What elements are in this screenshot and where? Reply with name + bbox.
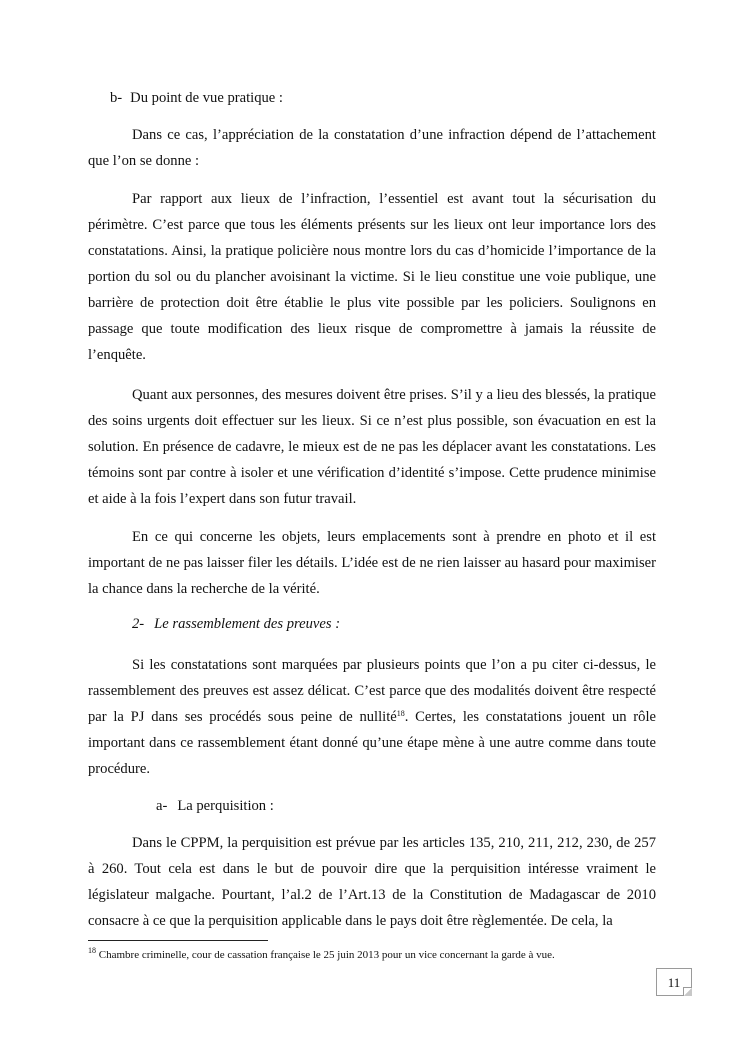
paragraph-text: . Certes, les constatations jouent un rôle important dans ce rassemblement étant donné qu’une étape mène à une autre comme dans toute procédure.	[88, 709, 656, 777]
section-heading-b	[110, 88, 678, 108]
heading-marker: b-	[110, 90, 123, 106]
paragraph-perquisition: Dans le CPPM, la perquisition est prévue par les articles 135, 210, 211, 212, 230, de 257 à 260. Tout cela est dans le but de pouvoir dire que la perquisition intéresse vraiment le législateur malgache. Pourtant, l’al.2 de l’Art.13 de la Constitution de Madagascar de 2010 consacre à ce que la perquisition applicable dans le pays doit être règlementée. De cela, la	[88, 835, 656, 929]
heading-marker: a-	[156, 798, 168, 814]
paragraph-lieux: Par rapport aux lieux de l’infraction, l’essentiel est avant tout la sécurisation du périmètre. C’est parce que tous les éléments présents sur les lieux ont leur importance lors des constatations. Ainsi, la pratique policière nous montre lors du cas d’homicide l’importance de la portion du sol ou du plancher avoisinant la victime. Si le lieu constitue une voie publique, une barrière de protection doit être établie le plus vite possible par les policiers. Soulignons en passage que toute modification des lieux risque de compromettre à jamais la réussite de l’enquête.	[88, 191, 656, 363]
footnote	[88, 948, 555, 962]
heading-text: Du point de vue pratique :	[130, 90, 283, 106]
footnote-text: Chambre criminelle, cour de cassation française le 25 juin 2013 pour un vice concernant la garde à vue.	[98, 949, 555, 961]
footnote-reference: 18	[396, 709, 405, 718]
section-heading-2	[132, 614, 700, 634]
heading-text: Le rassemblement des preuves :	[154, 616, 341, 632]
paragraph-objets: En ce qui concerne les objets, leurs emplacements sont à prendre en photo et il est important de ne pas laisser filer les détails. L’idée est de ne rien laisser au hasard pour maximiser la chance dans la recherche de la vérité.	[88, 529, 656, 597]
page-number: 11	[656, 968, 692, 996]
footnote-number: 18	[88, 946, 96, 955]
section-heading-a	[156, 796, 724, 816]
heading-marker: 2-	[132, 616, 145, 632]
paragraph-appreciation: Dans ce cas, l’appréciation de la constatation d’une infraction dépend de l’attachement que l’on se donne :	[88, 127, 656, 169]
paragraph-text: Si les constatations sont marquées par plusieurs points que l’on a pu citer ci-dessus, le rassemblement des preuves est assez délicat. C’est parce que des modalités doivent être respecté par la PJ dans ses procédés sous peine de nullité	[88, 657, 656, 725]
heading-text: La perquisition :	[177, 798, 274, 814]
footnote-separator	[88, 940, 268, 941]
paragraph-personnes: Quant aux personnes, des mesures doivent être prises. S’il y a lieu des blessés, la pratique des soins urgents doit effectuer sur les lieux. Si ce n’est plus possible, son évacuation en est la solution. En présence de cadavre, le mieux est de ne pas les déplacer avant les constatations. Les témoins sont par contre à isoler et une vérification d’identité s’impose. Cette prudence minimise et aide à la fois l’expert dans son futur travail.	[88, 387, 656, 507]
paragraph-preuves	[88, 652, 656, 782]
